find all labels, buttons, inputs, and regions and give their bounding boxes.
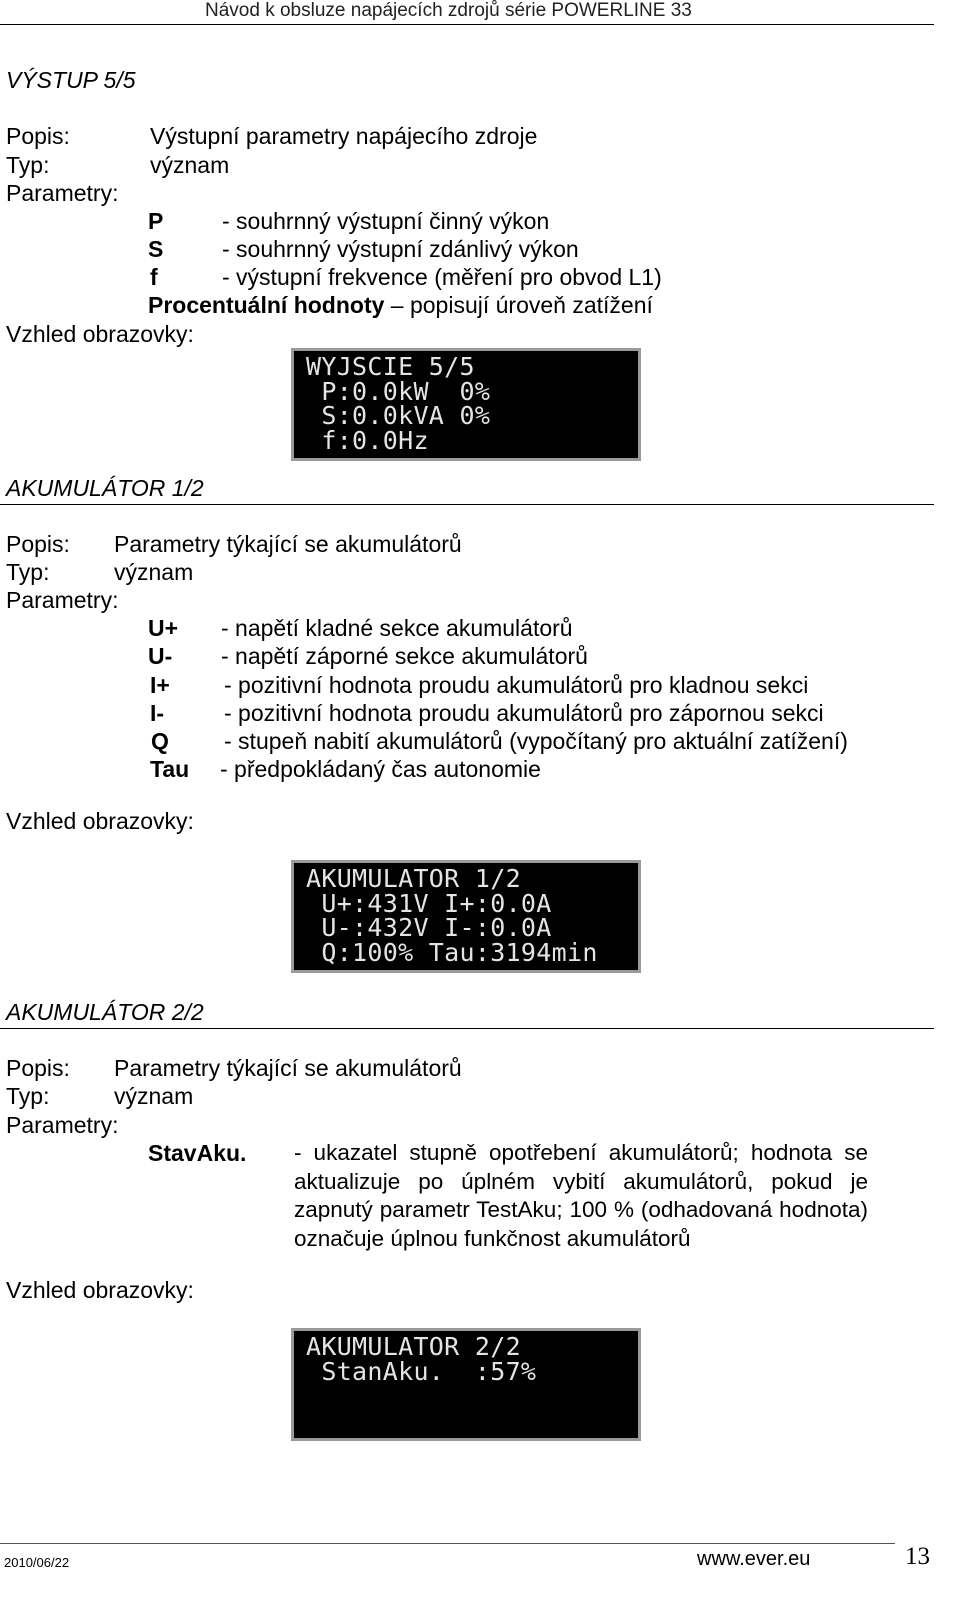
param-name: S: [148, 236, 164, 262]
param-desc: - stupeň nabití akumulátorů (vypočítaný pro aktuální zatížení): [224, 728, 848, 754]
section-title-akumulator-2: AKUMULÁTOR 2/2: [6, 999, 204, 1025]
popis-value: Parametry týkající se akumulátorů: [114, 1055, 462, 1081]
param-name: StavAku.: [148, 1140, 247, 1166]
popis-value: Výstupní parametry napájecího zdroje: [150, 123, 538, 149]
param-name: P: [148, 208, 164, 234]
param-name: Q: [151, 728, 169, 754]
page-number: 13: [905, 1543, 930, 1570]
popis-value: Parametry týkající se akumulátorů: [114, 531, 462, 557]
param-desc: - souhrnný výstupní činný výkon: [222, 208, 550, 234]
typ-label: Typ:: [6, 152, 50, 178]
param-desc: - souhrnný výstupní zdánlivý výkon: [222, 236, 579, 262]
param-desc: - napětí záporné sekce akumulátorů: [221, 643, 588, 669]
param-name: U-: [148, 643, 173, 669]
lcd-line: f:0.0Hz: [306, 425, 429, 455]
param-name: Tau: [150, 756, 190, 782]
param-name: f: [150, 264, 158, 290]
lcd-line: S:0.0kVA 0%: [306, 401, 491, 430]
section-title-vystup: VÝSTUP 5/5: [6, 67, 136, 93]
lcd-line: Q:100% Tau:3194min: [306, 937, 598, 967]
lcd-line: StanAku. :57%: [306, 1356, 537, 1386]
popis-label: Popis:: [6, 123, 70, 149]
lcd-screen-vystup: [291, 348, 641, 461]
lcd-line: U-:432V I-:0.0A: [306, 913, 552, 942]
typ-value: význam: [114, 1083, 194, 1109]
lcd-screen-akumulator-1: [291, 860, 641, 973]
percent-values-label: Procentuální hodnoty: [148, 292, 385, 318]
footer-date: 2010/06/22: [4, 1555, 70, 1570]
lcd-line: WYJSCIE 5/5: [306, 352, 475, 381]
footer-url: www.ever.eu: [697, 1548, 811, 1570]
lcd-line: P:0.0kW 0%: [306, 376, 491, 406]
percent-values-desc: – popisují úroveň zatížení: [390, 292, 653, 318]
param-desc: - předpokládaný čas autonomie: [220, 756, 541, 782]
param-desc: - výstupní frekvence (měření pro obvod L1): [222, 264, 662, 290]
param-desc: - pozitivní hodnota proudu akumulátorů pro zápornou sekci: [224, 700, 824, 726]
view-label: Vzhled obrazovky:: [6, 321, 194, 347]
param-name: I-: [150, 700, 165, 726]
popis-label: Popis:: [6, 1055, 70, 1081]
parametry-label: Parametry:: [6, 180, 119, 206]
parametry-label: Parametry:: [6, 587, 119, 613]
param-name: U+: [148, 615, 179, 641]
percent-values-note: [148, 292, 653, 319]
lcd-line: U+:431V I+:0.0A: [306, 888, 552, 918]
view-label: Vzhled obrazovky:: [6, 1277, 194, 1303]
typ-label: Typ:: [6, 1083, 50, 1109]
param-desc: - napětí kladné sekce akumulátorů: [221, 615, 573, 641]
param-name: I+: [150, 672, 170, 698]
lcd-screen-akumulator-2: [291, 1328, 641, 1441]
section-title-akumulator-1: AKUMULÁTOR 1/2: [6, 475, 204, 501]
typ-value: význam: [114, 559, 194, 585]
param-desc-paragraph: - ukazatel stupně opotřebení akumulátorů; hodnota se aktualizuje po úplném vybití akumulátorů, pokud je zapnutý parametr TestAku; 100 % (odhadovaná hodnota) označuje úplnou funkčnost akumulátorů: [294, 1140, 868, 1251]
lcd-line: AKUMULATOR 2/2: [306, 1332, 521, 1361]
typ-label: Typ:: [6, 559, 50, 585]
header-rule: [0, 24, 934, 25]
document-header-title: Návod k obsluze napájecích zdrojů série POWERLINE 33: [205, 0, 692, 21]
footer-rule: [0, 1543, 895, 1544]
parametry-label: Parametry:: [6, 1112, 119, 1138]
popis-label: Popis:: [6, 531, 70, 557]
view-label: Vzhled obrazovky:: [6, 808, 194, 834]
lcd-line: AKUMULATOR 1/2: [306, 864, 521, 893]
param-desc: - pozitivní hodnota proudu akumulátorů pro kladnou sekci: [224, 672, 809, 698]
typ-value: význam: [150, 152, 230, 178]
section-rule: [0, 1028, 934, 1029]
section-rule: [0, 504, 934, 505]
